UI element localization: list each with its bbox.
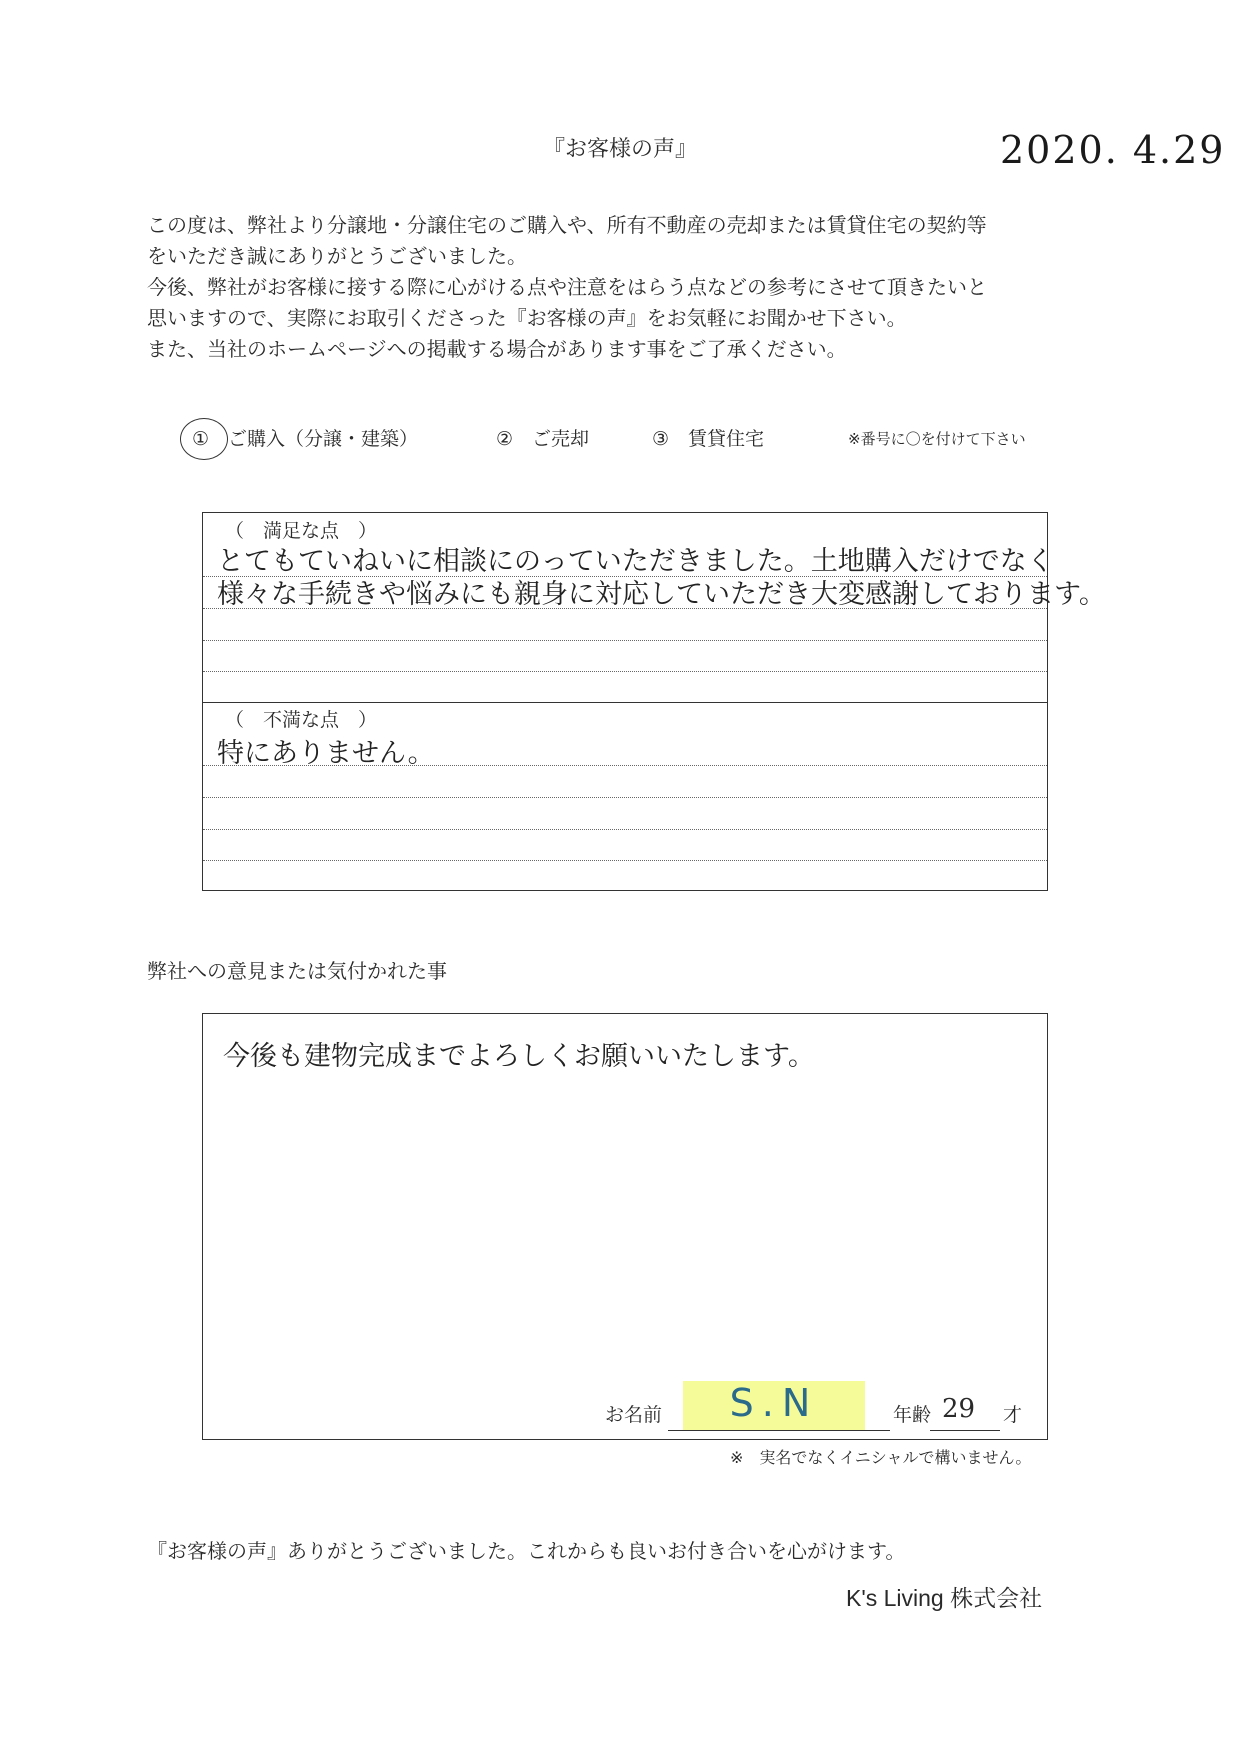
- ruled-line: [203, 797, 1047, 798]
- ruled-line: [203, 829, 1047, 830]
- satisfied-answer-line: 様々な手続きや悩みにも親身に対応していただき大変感謝しております。: [217, 579, 1106, 610]
- option-sale[interactable]: ② ご売却: [496, 428, 590, 450]
- intro-text: [147, 210, 1087, 365]
- opinions-answer: 今後も建物完成までよろしくお願いいたします。: [223, 1041, 815, 1072]
- page-title: 『お客様の声』: [542, 137, 697, 162]
- satisfied-label: （ 満足な点 ）: [225, 520, 378, 542]
- ruled-line: [203, 765, 1047, 766]
- name-label: お名前: [605, 1404, 663, 1426]
- name-value: S.N: [729, 1381, 819, 1425]
- handwritten-date: 2020. 4.29: [1000, 128, 1226, 172]
- age-suffix: 才: [1003, 1404, 1023, 1426]
- ruled-line: [203, 608, 1047, 609]
- options-note: ※番号に〇を付けて下さい: [848, 430, 1026, 448]
- dissatisfied-answer-line: 特にありません。: [217, 738, 435, 769]
- name-underline: [668, 1430, 890, 1431]
- intro-line: また、当社のホームページへの掲載する場合があります事をご了承ください。: [147, 337, 847, 361]
- intro-line: 今後、弊社がお客様に接する際に心がける点や注意をはらう点などの参考にさせて頂きたいと: [147, 275, 987, 299]
- intro-line: この度は、弊社より分譲地・分譲住宅のご購入や、所有不動産の売却または賃貸住宅の契約等: [147, 213, 987, 237]
- age-label: 年齢: [893, 1404, 932, 1426]
- ruled-line: [203, 576, 1047, 577]
- feedback-box: [202, 512, 1106, 891]
- option-rental[interactable]: ③ 賃貸住宅: [652, 428, 765, 450]
- age-underline: [930, 1430, 1000, 1431]
- intro-line: 思いますので、実際にお取引くださった『お客様の声』をお気軽にお聞かせ下さい。: [147, 306, 907, 330]
- opinions-label: 弊社への意見または気付かれた事: [147, 959, 447, 983]
- satisfied-answer-line: とてもていねいに相談にのっていただきました。土地購入だけでなく: [217, 546, 1054, 577]
- opinions-box: [202, 1013, 1048, 1440]
- ruled-line: [203, 671, 1047, 672]
- company-name: K's Living 株式会社: [846, 1585, 1043, 1611]
- transaction-type-options: [180, 424, 1080, 456]
- closing-message: 『お客様の声』ありがとうございました。これからも良いお付き合いを心がけます。: [147, 1539, 906, 1563]
- dissatisfied-label: （ 不満な点 ）: [225, 709, 378, 731]
- option-purchase[interactable]: ① ご購入（分譲・建築）: [192, 428, 419, 450]
- ruled-line: [203, 860, 1047, 861]
- age-value: 29: [942, 1394, 976, 1424]
- section-divider: [203, 702, 1047, 703]
- intro-line: をいただき誠にありがとうございました。: [147, 244, 527, 268]
- ruled-line: [203, 640, 1047, 641]
- initials-note: ※ 実名でなくイニシャルで構いません。: [730, 1448, 1032, 1467]
